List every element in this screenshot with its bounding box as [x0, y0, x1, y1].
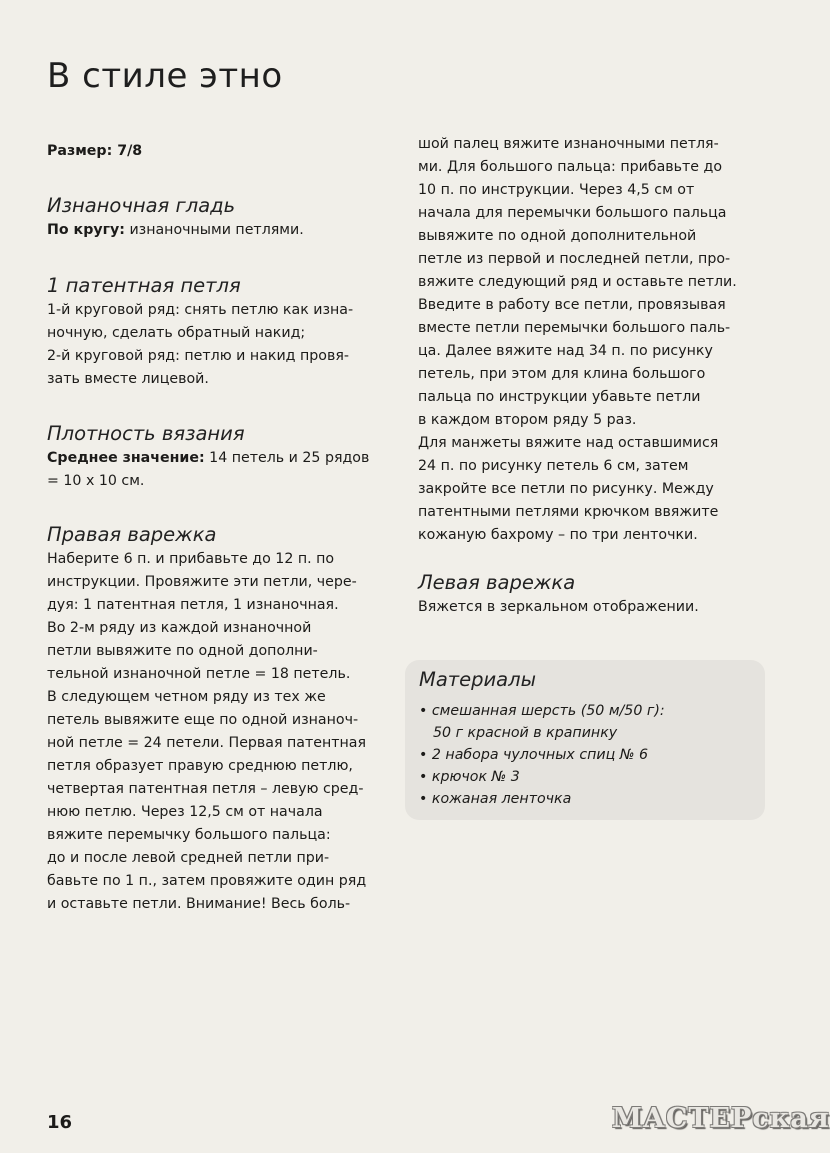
text-line: начала для перемычки большого пальца — [418, 205, 727, 221]
size-info — [47, 143, 142, 159]
section-gauge-line — [47, 447, 392, 470]
text-line: вяжите перемычку большого пальца: — [47, 827, 331, 843]
text-line: ной петле = 24 петели. Первая патентная — [47, 735, 367, 751]
materials-item: • 2 набора чулочных спиц № 6 — [419, 747, 649, 763]
text-line: Наберите 6 п. и прибавьте до 12 п. по — [47, 551, 335, 567]
text-line: петли вывяжите по одной дополни- — [47, 643, 318, 659]
text-line: дуя: 1 патентная петля, 1 изнаночная. — [47, 597, 339, 613]
text-line: петля образует правую среднюю петлю, — [47, 758, 353, 774]
section-gauge-bold: Среднее значение: — [47, 450, 205, 466]
text-line: в каждом втором ряду 5 раз. — [418, 412, 637, 428]
text-line: ми. Для большого пальца: прибавьте до — [418, 159, 723, 175]
text-line: петель вывяжите еще по одной изнаноч- — [47, 712, 359, 728]
text-line: вместе петли перемычки большого паль- — [418, 320, 731, 336]
section-left-mitten-heading: Левая варежка — [418, 571, 576, 594]
materials-item: • кожаная ленточка — [419, 791, 572, 807]
text-line: вывяжите по одной дополнительной — [418, 228, 697, 244]
section-left-mitten-line: Вяжется в зеркальном отображении. — [418, 599, 699, 615]
text-line: Во 2-м ряду из каждой изнаночной — [47, 620, 312, 636]
text-line: пальца по инструкции убавьте петли — [418, 389, 701, 405]
materials-item: • крючок № 3 — [419, 769, 520, 785]
text-line: нюю петлю. Через 12,5 см от начала — [47, 804, 323, 820]
text-line: четвертая патентная петля – левую сред- — [47, 781, 364, 797]
section-purl-line — [47, 219, 392, 242]
page-title: В стиле этно — [47, 56, 283, 96]
text-line: кожаную бахрому – по три ленточки. — [418, 527, 698, 543]
section-patent-line: 2-й круговой ряд: петлю и накид провя- — [47, 348, 349, 364]
text-line: до и после левой средней петли при- — [47, 850, 330, 866]
section-purl-text: изнаночными петлями. — [124, 222, 304, 238]
section-gauge-text: 14 петель и 25 рядов — [204, 450, 370, 466]
materials-item: 50 г красной в крапинку — [433, 725, 618, 741]
text-line: и оставьте петли. Внимание! Весь боль- — [47, 896, 351, 912]
section-purl-heading: Изнаночная гладь — [47, 194, 236, 217]
text-line: петле из первой и последней петли, про- — [418, 251, 731, 267]
section-right-mitten — [47, 522, 392, 916]
materials-heading: Материалы — [419, 668, 536, 691]
section-patent — [47, 273, 392, 391]
section-patent-line: 1-й круговой ряд: снять петлю как изна- — [47, 302, 354, 318]
text-line: вяжите следующий ряд и оставьте петли. — [418, 274, 737, 290]
text-line: инструкции. Провяжите эти петли, чере- — [47, 574, 357, 590]
text-line: Введите в работу все петли, провязывая — [418, 297, 726, 313]
materials-item: • смешанная шерсть (50 м/50 г): — [419, 703, 665, 719]
size-label: Размер: — [47, 143, 113, 159]
section-left-mitten — [418, 570, 778, 619]
text-line: шой палец вяжите изнаночными петля- — [418, 136, 719, 152]
text-line: тельной изнаночной петле = 18 петель. — [47, 666, 351, 682]
section-purl-bold: По кругу: — [47, 222, 125, 238]
section-right-mitten-continued-text — [418, 133, 778, 547]
text-line: закройте все петли по рисунку. Между — [418, 481, 714, 497]
page-number: 16 — [47, 1112, 73, 1133]
text-line: петель, при этом для клина большого — [418, 366, 706, 382]
text-line: ца. Далее вяжите над 34 п. по рисунку — [418, 343, 713, 359]
text-line: бавьте по 1 п., затем провяжите один ряд — [47, 873, 367, 889]
section-right-mitten-continued — [418, 133, 778, 547]
text-line: патентными петлями крючком ввяжите — [418, 504, 719, 520]
section-gauge-line: = 10 х 10 см. — [47, 473, 145, 489]
section-purl — [47, 193, 392, 242]
section-right-mitten-heading: Правая варежка — [47, 523, 217, 546]
section-gauge — [47, 421, 392, 493]
text-line: 10 п. по инструкции. Через 4,5 см от — [418, 182, 695, 198]
text-line: Для манжеты вяжите над оставшимися — [418, 435, 719, 451]
materials-list — [419, 700, 665, 810]
section-patent-line: зать вместе лицевой. — [47, 371, 209, 387]
text-line: 24 п. по рисунку петель 6 см, затем — [418, 458, 689, 474]
section-patent-line: ночную, сделать обратный накид; — [47, 325, 306, 341]
text-line: В следующем четном ряду из тех же — [47, 689, 326, 705]
section-right-mitten-text — [47, 548, 392, 916]
watermark-logo: МАСТЕРская — [612, 1103, 830, 1134]
section-patent-heading: 1 патентная петля — [47, 274, 241, 297]
section-gauge-heading: Плотность вязания — [47, 422, 245, 445]
size-value: 7/8 — [112, 143, 143, 159]
